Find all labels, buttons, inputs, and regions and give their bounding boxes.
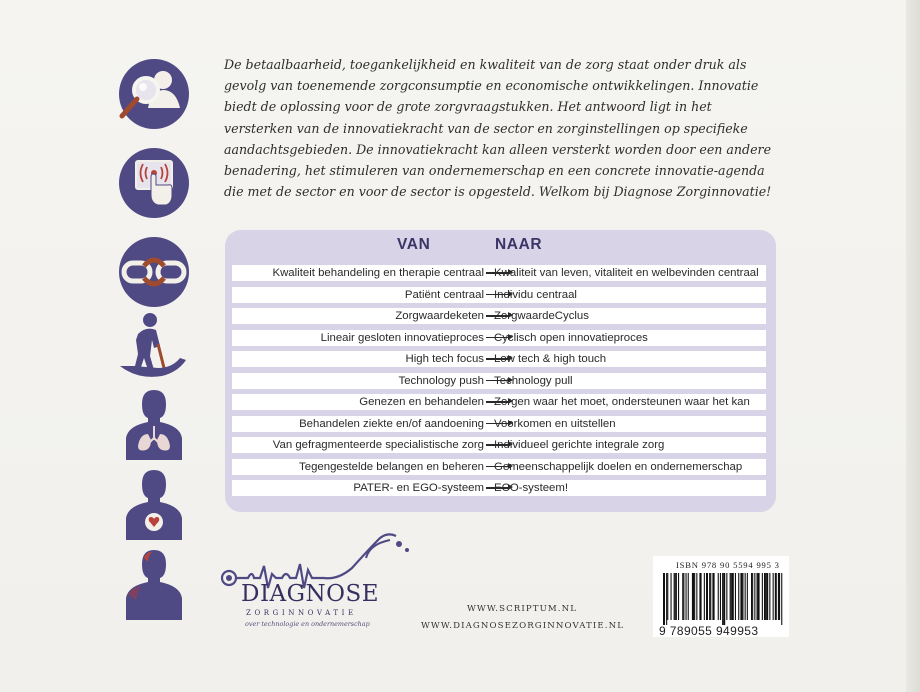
barcode-bar: [692, 573, 693, 620]
table-row: [232, 373, 766, 389]
row-to: ZorgwaardeCyclus: [494, 310, 589, 322]
barcode-bar: [778, 573, 779, 620]
barcode-bar: [722, 573, 723, 625]
logo-subtitle: ZORGINNOVATIE: [246, 609, 357, 617]
barcode-icon: [659, 573, 783, 625]
barcode-bar: [758, 573, 760, 620]
barcode-bar: [699, 573, 700, 620]
barcode-bar: [675, 573, 676, 620]
barcode-bar: [752, 573, 753, 620]
row-from: Van gefragmenteerde specialistische zorg: [272, 439, 484, 451]
table-row: [232, 287, 766, 303]
barcode-bar: [762, 573, 763, 620]
broken-chain-link-icon: [118, 236, 190, 308]
barcode-bar: [732, 573, 734, 620]
barcode-bar: [710, 573, 711, 620]
barcode-number: 9 789055 949953: [659, 624, 759, 638]
barcode-bar: [696, 573, 697, 620]
barcode-bar: [781, 573, 782, 625]
heart-body-icon: [118, 468, 190, 540]
barcode-bar: [718, 573, 719, 620]
row-from: Tegengestelde belangen en beheren: [299, 460, 484, 473]
row-from: Lineair gesloten innovatieproces: [320, 331, 484, 344]
barcode-bar: [667, 573, 668, 620]
logo-tagline: over technologie en ondernemerschap: [245, 620, 370, 628]
barcode-bar: [671, 573, 672, 620]
barcode-bar: [766, 573, 768, 620]
logo-title: DIAGNOSE: [241, 581, 380, 607]
head-body-icon: [118, 548, 190, 620]
barcode-bar: [730, 573, 731, 620]
row-to: Individu centraal: [494, 288, 577, 301]
barcode-bar: [747, 573, 748, 620]
url-diagnosezorginnovatie[interactable]: WWW.DIAGNOSEZORGINNOVATIE.NL: [421, 621, 625, 631]
barcode-bar: [714, 573, 715, 620]
barcode-bar: [712, 573, 713, 620]
barcode-bar: [740, 573, 742, 620]
table-row: [232, 437, 766, 453]
barcode-bar: [764, 573, 765, 620]
row-to: Technology pull: [494, 374, 573, 387]
row-from: High tech focus: [405, 353, 484, 365]
barcode-bar: [773, 573, 774, 620]
row-to: ECO-systeem!: [494, 482, 569, 494]
barcode-bar: [709, 573, 710, 620]
barcode-bar: [775, 573, 777, 620]
row-from: Technology push: [398, 374, 484, 387]
table-row: [232, 394, 766, 410]
barcode-bar: [779, 573, 780, 620]
row-to: Zorgen waar het moet, ondersteunen waar het kan: [494, 396, 750, 408]
barcode-bar: [769, 573, 770, 620]
row-from: PATER- en EGO-systeem: [353, 482, 484, 494]
barcode-bar: [742, 573, 743, 620]
barcode-bar: [754, 573, 755, 620]
isbn-label: ISBN 978 90 5594 995 3: [676, 560, 780, 570]
barcode-bar: [686, 573, 687, 620]
table-row: [232, 480, 766, 496]
magnifier-person-icon: [118, 58, 190, 130]
barcode-bar: [683, 573, 684, 620]
row-to: Gemeenschappelijk doelen en ondernemerschap: [494, 460, 743, 473]
barcode-bar: [731, 573, 732, 620]
barcode-bar: [726, 573, 727, 620]
cover-edge: [906, 0, 920, 692]
table-row: [232, 330, 766, 346]
touch-signal-icon: [118, 147, 190, 219]
row-from: Patiënt centraal: [404, 288, 484, 301]
table-row: [232, 265, 766, 281]
elderly-hand-icon: [118, 310, 190, 382]
row-from: Genezen en behandelen: [359, 396, 484, 408]
barcode-bar: [663, 573, 665, 625]
row-to: Low tech & high touch: [494, 353, 607, 365]
row-to: Voorkomen en uitstellen: [494, 417, 616, 430]
barcode-bar: [745, 573, 746, 620]
barcode-bar: [678, 573, 679, 620]
barcode-bar: [704, 573, 705, 620]
table-row: [232, 416, 766, 432]
barcode-bar: [682, 573, 683, 620]
row-to: Cyclisch open innovatieproces: [494, 331, 648, 344]
barcode-bar: [694, 573, 695, 620]
table-header-van: VAN: [397, 236, 431, 253]
row-from: Behandelen ziekte en/of aandoening: [299, 417, 484, 430]
barcode-bar: [738, 573, 739, 620]
barcode-bar: [693, 573, 694, 620]
barcode-bar: [765, 573, 766, 620]
lungs-body-icon: [118, 388, 190, 460]
table-row: [232, 308, 766, 324]
barcode-bar: [706, 573, 708, 620]
table-header-naar: NAAR: [495, 236, 543, 253]
barcode-bar: [688, 573, 689, 620]
row-to: Individueel gerichte integrale zorg: [494, 439, 665, 451]
barcode-bar: [676, 573, 677, 620]
barcode-bar: [720, 573, 721, 620]
barcode-bar: [751, 573, 752, 620]
barcode-bar: [735, 573, 736, 620]
barcode-bar: [666, 573, 667, 625]
url-scriptum[interactable]: WWW.SCRIPTUM.NL: [467, 604, 578, 614]
barcode-bar: [757, 573, 758, 620]
table-row: [232, 459, 766, 475]
row-from: Kwaliteit behandeling en therapie centraal: [272, 267, 484, 279]
barcode-bar: [674, 573, 675, 620]
row-to: Kwaliteit van leven, vitaliteit en welbevinden centraal: [494, 267, 759, 279]
intro-paragraph: De betaalbaarheid, toegankelijkheid en kwaliteit van de zorg staat onder druk als gevolg van toenemende zorgconsumptie en economische ontwikkelingen. Innovatie biedt de oplossing voor de grote zorgvraagstukken. Het antwoord ligt in het versterken van de innovatiekracht van de sector en zorginstellingen op specifieke aandachtsgebieden. De innovatiekracht kan alleen versterkt worden door een andere benadering, het stimuleren van ondernemerschap en een concrete innovatie-agenda die met de sector en voor de sector is opgesteld. Welkom bij Diagnose Zorginnovatie!: [224, 57, 772, 200]
barcode-bar: [701, 573, 702, 620]
table-row: [232, 351, 766, 367]
barcode-bar: [723, 573, 725, 625]
row-from: Zorgwaardeketen: [395, 310, 484, 322]
